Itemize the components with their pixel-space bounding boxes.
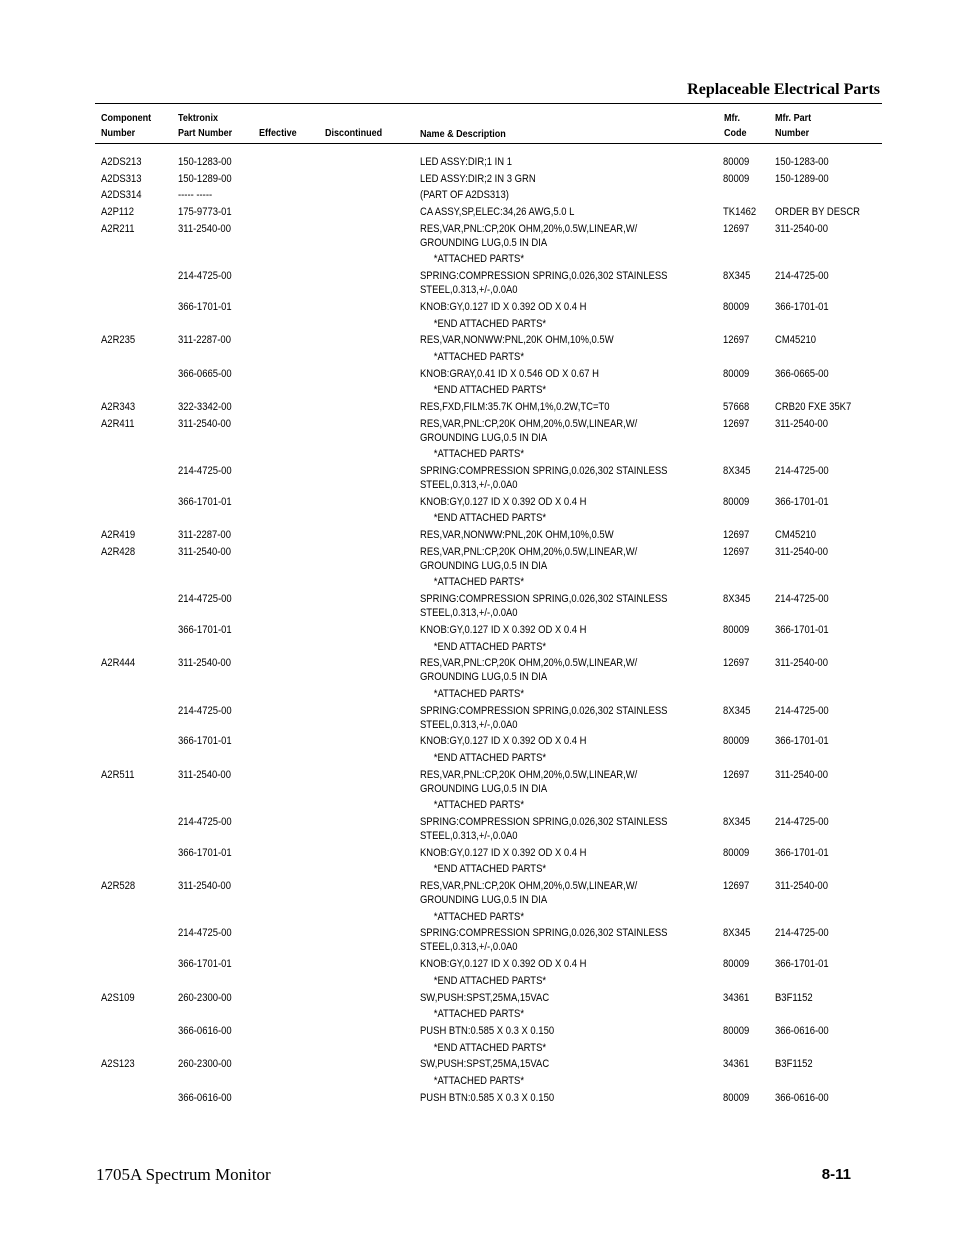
name-description xyxy=(420,464,704,492)
mfr-code: 12697 xyxy=(723,657,750,670)
mfr-part-number: 366-1701-01 xyxy=(775,958,829,971)
tektronix-part-number: 366-1701-01 xyxy=(178,735,232,748)
description-line: SW,PUSH:SPST,25MA,15VAC xyxy=(420,1058,550,1071)
description-line: *END ATTACHED PARTS* xyxy=(433,1041,547,1054)
mfr-code: 12697 xyxy=(723,334,750,347)
description-line: *END ATTACHED PARTS* xyxy=(433,974,547,987)
parts-table-body xyxy=(0,155,954,1107)
table-row xyxy=(0,575,954,589)
name-description xyxy=(420,926,704,954)
mfr-part-number: 214-4725-00 xyxy=(775,593,829,606)
description-line: PUSH BTN:0.585 X 0.3 X 0.150 xyxy=(420,1024,555,1037)
col-header-mfr-code-line2: Code xyxy=(724,127,747,139)
description-line: RES,VAR,NONWW:PNL,20K OHM,10%,0.5W xyxy=(420,529,614,542)
table-row xyxy=(0,592,954,620)
table-row xyxy=(0,383,954,397)
name-description xyxy=(420,300,704,314)
name-description xyxy=(420,528,704,542)
name-description xyxy=(420,687,704,701)
table-row xyxy=(0,926,954,954)
name-description xyxy=(420,350,704,364)
mfr-part-number: ORDER BY DESCR xyxy=(775,206,860,219)
col-header-mfr-part-line1: Mfr. Part xyxy=(775,112,812,124)
mfr-part-number: 366-1701-01 xyxy=(775,735,829,748)
description-line: *END ATTACHED PARTS* xyxy=(433,384,547,397)
description-line: KNOB:GY,0.127 ID X 0.392 OD X 0.4 H xyxy=(420,623,587,636)
name-description xyxy=(420,367,704,381)
mfr-part-number: 214-4725-00 xyxy=(775,816,829,828)
component-number: A2R211 xyxy=(101,222,135,235)
mfr-code: TK1462 xyxy=(723,206,757,219)
mfr-part-number: 366-1701-01 xyxy=(775,495,829,508)
description-line: GROUNDING LUG,0.5 IN DIA xyxy=(420,894,548,907)
name-description xyxy=(420,575,704,589)
tektronix-part-number: 214-4725-00 xyxy=(178,816,232,828)
mfr-part-number: 214-4725-00 xyxy=(775,270,829,283)
table-row xyxy=(0,734,954,748)
table-row xyxy=(0,1091,954,1105)
tektronix-part-number: 366-1701-01 xyxy=(178,495,232,508)
tektronix-part-number: 311-2540-00 xyxy=(178,768,231,781)
tektronix-part-number: 366-0616-00 xyxy=(178,1024,232,1037)
description-line: GROUNDING LUG,0.5 IN DIA xyxy=(420,559,548,572)
mfr-code: 12697 xyxy=(723,529,750,542)
component-number: A2R343 xyxy=(101,400,136,413)
description-line: RES,VAR,NONWW:PNL,20K OHM,10%,0.5W xyxy=(420,334,614,347)
table-row xyxy=(0,1074,954,1088)
name-description xyxy=(420,704,704,732)
tektronix-part-number: 366-1701-01 xyxy=(178,846,232,859)
mfr-code: 80009 xyxy=(723,1024,750,1037)
mfr-part-number: 150-1289-00 xyxy=(775,172,829,185)
table-row xyxy=(0,367,954,381)
mfr-part-number: 366-0616-00 xyxy=(775,1024,829,1037)
name-description xyxy=(420,734,704,748)
col-header-mfr-part xyxy=(775,111,811,141)
mfr-part-number: 311-2540-00 xyxy=(775,657,828,670)
name-description xyxy=(420,417,704,445)
name-description xyxy=(420,592,704,620)
name-description xyxy=(420,188,704,202)
description-line: SPRING:COMPRESSION SPRING,0.026,302 STAINLESS xyxy=(420,927,668,940)
table-row xyxy=(0,188,954,202)
description-line: *END ATTACHED PARTS* xyxy=(433,640,547,653)
mfr-code: 12697 xyxy=(723,545,750,558)
component-number: A2R511 xyxy=(101,768,135,781)
description-line: *ATTACHED PARTS* xyxy=(433,910,525,923)
table-row xyxy=(0,269,954,297)
description-line: RES,VAR,PNL:CP,20K OHM,20%,0.5W,LINEAR,W/ xyxy=(420,545,638,558)
name-description xyxy=(420,768,704,796)
name-description xyxy=(420,1024,704,1038)
name-description xyxy=(420,155,704,169)
name-description xyxy=(420,495,704,509)
mfr-code: 8X345 xyxy=(723,465,751,477)
name-description xyxy=(420,910,704,924)
table-row xyxy=(0,205,954,219)
name-description xyxy=(420,400,704,414)
tektronix-part-number: 311-2540-00 xyxy=(178,880,231,893)
description-line: GROUNDING LUG,0.5 IN DIA xyxy=(420,782,548,795)
description-line: RES,VAR,PNL:CP,20K OHM,20%,0.5W,LINEAR,W/ xyxy=(420,417,638,430)
description-line: STEEL,0.313,+/-,0.0A0 xyxy=(420,607,518,620)
description-line: KNOB:GY,0.127 ID X 0.392 OD X 0.4 H xyxy=(420,846,587,859)
tektronix-part-number: 311-2287-00 xyxy=(178,334,231,347)
component-number: A2DS314 xyxy=(101,189,142,202)
table-row xyxy=(0,545,954,573)
component-number: A2S123 xyxy=(101,1058,135,1071)
component-number: A2R235 xyxy=(101,334,136,347)
mfr-code: 34361 xyxy=(723,1058,750,1071)
col-header-component-line2: Number xyxy=(101,127,136,139)
name-description xyxy=(420,317,704,331)
name-description xyxy=(420,333,704,347)
description-line: STEEL,0.313,+/-,0.0A0 xyxy=(420,479,518,491)
mfr-part-number: 311-2540-00 xyxy=(775,417,828,430)
header-top-rule xyxy=(95,103,882,104)
mfr-code: 12697 xyxy=(723,768,750,781)
description-line: *ATTACHED PARTS* xyxy=(433,253,525,266)
description-line: KNOB:GY,0.127 ID X 0.392 OD X 0.4 H xyxy=(420,300,587,313)
description-line: STEEL,0.313,+/-,0.0A0 xyxy=(420,718,518,731)
description-line: CA ASSY,SP,ELEC:34,26 AWG,5.0 L xyxy=(420,206,575,219)
description-line: GROUNDING LUG,0.5 IN DIA xyxy=(420,671,548,684)
description-line: *END ATTACHED PARTS* xyxy=(433,751,547,764)
col-header-mfr-code xyxy=(724,111,747,141)
mfr-code: 57668 xyxy=(723,400,750,413)
description-line: *ATTACHED PARTS* xyxy=(433,350,525,363)
table-row xyxy=(0,768,954,796)
table-row xyxy=(0,991,954,1005)
mfr-part-number: 311-2540-00 xyxy=(775,880,828,893)
description-line: STEEL,0.313,+/-,0.0A0 xyxy=(420,941,518,954)
tektronix-part-number: 311-2540-00 xyxy=(178,657,231,670)
table-row xyxy=(0,1024,954,1038)
mfr-code: 8X345 xyxy=(723,593,751,606)
description-line: *END ATTACHED PARTS* xyxy=(433,317,547,330)
table-row xyxy=(0,155,954,169)
table-row xyxy=(0,751,954,765)
description-line: RES,VAR,PNL:CP,20K OHM,20%,0.5W,LINEAR,W/ xyxy=(420,657,638,670)
name-description xyxy=(420,252,704,266)
name-description xyxy=(420,222,704,250)
table-row xyxy=(0,252,954,266)
tektronix-part-number: 150-1283-00 xyxy=(178,156,232,168)
description-line: SPRING:COMPRESSION SPRING,0.026,302 STAINLESS xyxy=(420,593,668,606)
description-line: GROUNDING LUG,0.5 IN DIA xyxy=(420,236,548,249)
name-description xyxy=(420,640,704,654)
mfr-code: 80009 xyxy=(723,172,750,185)
tektronix-part-number: 311-2540-00 xyxy=(178,417,231,430)
description-line: LED ASSY:DIR;1 IN 1 xyxy=(420,156,513,168)
tektronix-part-number: 366-1701-01 xyxy=(178,958,232,971)
mfr-code: 12697 xyxy=(723,417,750,430)
mfr-code: 34361 xyxy=(723,991,750,1004)
table-row xyxy=(0,317,954,331)
tektronix-part-number: 214-4725-00 xyxy=(178,927,232,940)
description-line: SPRING:COMPRESSION SPRING,0.026,302 STAINLESS xyxy=(420,704,668,717)
name-description xyxy=(420,1007,704,1021)
mfr-part-number: 311-2540-00 xyxy=(775,222,828,235)
description-line: LED ASSY:DIR;2 IN 3 GRN xyxy=(420,172,536,185)
table-row xyxy=(0,400,954,414)
mfr-code: 80009 xyxy=(723,156,750,168)
mfr-part-number: 214-4725-00 xyxy=(775,927,829,940)
tektronix-part-number: 311-2287-00 xyxy=(178,529,231,542)
tektronix-part-number: 175-9773-01 xyxy=(178,206,232,219)
description-line: SW,PUSH:SPST,25MA,15VAC xyxy=(420,991,550,1004)
description-line: SPRING:COMPRESSION SPRING,0.026,302 STAINLESS xyxy=(420,465,668,477)
description-line: RES,VAR,PNL:CP,20K OHM,20%,0.5W,LINEAR,W/ xyxy=(420,768,638,781)
tektronix-part-number: 260-2300-00 xyxy=(178,1058,232,1071)
tektronix-part-number: 150-1289-00 xyxy=(178,172,232,185)
component-number: A2DS213 xyxy=(101,156,142,168)
col-header-component-line1: Component xyxy=(101,112,152,124)
name-description xyxy=(420,1091,704,1105)
component-number: A2R444 xyxy=(101,657,136,670)
name-description xyxy=(420,269,704,297)
table-row xyxy=(0,511,954,525)
mfr-part-number: CM45210 xyxy=(775,334,817,347)
col-header-mfr-part-line2: Number xyxy=(775,127,810,139)
header-bottom-rule xyxy=(95,143,882,144)
name-description xyxy=(420,1074,704,1088)
description-line: KNOB:GRAY,0.41 ID X 0.546 OD X 0.67 H xyxy=(420,367,599,380)
name-description xyxy=(420,623,704,637)
col-header-component xyxy=(101,111,151,141)
table-row xyxy=(0,350,954,364)
mfr-part-number: 366-1701-01 xyxy=(775,623,829,636)
component-number: A2P112 xyxy=(101,206,134,219)
tektronix-part-number: 311-2540-00 xyxy=(178,222,231,235)
tektronix-part-number: 214-4725-00 xyxy=(178,465,232,477)
table-row xyxy=(0,1007,954,1021)
mfr-code: 8X345 xyxy=(723,927,751,940)
name-description xyxy=(420,957,704,971)
mfr-code: 12697 xyxy=(723,222,750,235)
description-line: GROUNDING LUG,0.5 IN DIA xyxy=(420,431,548,444)
table-row xyxy=(0,687,954,701)
mfr-code: 8X345 xyxy=(723,816,751,828)
component-number: A2R419 xyxy=(101,529,136,542)
mfr-part-number: 150-1283-00 xyxy=(775,156,829,168)
table-row xyxy=(0,1057,954,1071)
mfr-part-number: CM45210 xyxy=(775,529,817,542)
mfr-code: 80009 xyxy=(723,846,750,859)
table-row xyxy=(0,528,954,542)
table-row xyxy=(0,623,954,637)
name-description xyxy=(420,991,704,1005)
table-row xyxy=(0,417,954,445)
table-row xyxy=(0,172,954,186)
col-header-discontinued: Discontinued xyxy=(325,127,383,139)
description-line: SPRING:COMPRESSION SPRING,0.026,302 STAINLESS xyxy=(420,270,668,283)
col-header-tektronix-line2: Part Number xyxy=(178,127,233,139)
tektronix-part-number: ----- ----- xyxy=(178,189,213,202)
table-row xyxy=(0,1041,954,1055)
description-line: KNOB:GY,0.127 ID X 0.392 OD X 0.4 H xyxy=(420,735,587,748)
name-description xyxy=(420,447,704,461)
mfr-code: 80009 xyxy=(723,367,750,380)
description-line: (PART OF A2DS313) xyxy=(420,189,509,202)
description-line: *ATTACHED PARTS* xyxy=(433,1008,525,1021)
mfr-part-number: 311-2540-00 xyxy=(775,768,828,781)
description-line: SPRING:COMPRESSION SPRING,0.026,302 STAINLESS xyxy=(420,816,668,828)
table-row xyxy=(0,656,954,684)
table-row xyxy=(0,798,954,812)
table-row xyxy=(0,704,954,732)
table-row xyxy=(0,333,954,347)
mfr-code: 8X345 xyxy=(723,270,751,283)
description-line: *ATTACHED PARTS* xyxy=(433,799,525,812)
name-description xyxy=(420,383,704,397)
description-line: *ATTACHED PARTS* xyxy=(433,448,525,461)
description-line: *END ATTACHED PARTS* xyxy=(433,512,547,525)
tektronix-part-number: 214-4725-00 xyxy=(178,704,232,717)
name-description xyxy=(420,974,704,988)
table-row xyxy=(0,957,954,971)
component-number: A2R411 xyxy=(101,417,135,430)
mfr-code: 80009 xyxy=(723,623,750,636)
tektronix-part-number: 214-4725-00 xyxy=(178,270,232,283)
description-line: KNOB:GY,0.127 ID X 0.392 OD X 0.4 H xyxy=(420,495,587,508)
description-line: KNOB:GY,0.127 ID X 0.392 OD X 0.4 H xyxy=(420,958,587,971)
tektronix-part-number: 366-0616-00 xyxy=(178,1091,232,1104)
table-row xyxy=(0,640,954,654)
table-row xyxy=(0,879,954,907)
col-header-mfr-code-line1: Mfr. xyxy=(724,112,741,124)
name-description xyxy=(420,751,704,765)
tektronix-part-number: 366-0665-00 xyxy=(178,367,232,380)
name-description xyxy=(420,511,704,525)
mfr-part-number: 214-4725-00 xyxy=(775,465,829,477)
description-line: *END ATTACHED PARTS* xyxy=(433,863,547,876)
description-line: RES,FXD,FILM:35.7K OHM,1%,0.2W,TC=T0 xyxy=(420,400,610,413)
tektronix-part-number: 366-1701-01 xyxy=(178,300,232,313)
description-line: *ATTACHED PARTS* xyxy=(433,1074,525,1087)
mfr-part-number: 366-0616-00 xyxy=(775,1091,829,1104)
mfr-part-number: B3F1152 xyxy=(775,991,813,1004)
name-description xyxy=(420,656,704,684)
mfr-part-number: CRB20 FXE 35K7 xyxy=(775,400,852,413)
tektronix-part-number: 322-3342-00 xyxy=(178,400,232,413)
name-description xyxy=(420,205,704,219)
mfr-code: 12697 xyxy=(723,880,750,893)
page-number: 8-11 xyxy=(821,1166,851,1183)
mfr-code: 80009 xyxy=(723,300,750,313)
name-description xyxy=(420,846,704,860)
col-header-effective: Effective xyxy=(259,127,297,139)
mfr-part-number: 366-1701-01 xyxy=(775,300,829,313)
mfr-code: 8X345 xyxy=(723,704,751,717)
name-description xyxy=(420,815,704,843)
table-row xyxy=(0,464,954,492)
name-description xyxy=(420,798,704,812)
tektronix-part-number: 311-2540-00 xyxy=(178,545,231,558)
tektronix-part-number: 366-1701-01 xyxy=(178,623,232,636)
col-header-name: Name & Description xyxy=(420,128,506,140)
description-line: *ATTACHED PARTS* xyxy=(433,687,525,700)
mfr-part-number: 311-2540-00 xyxy=(775,545,828,558)
section-title: Replaceable Electrical Parts xyxy=(687,81,880,98)
tektronix-part-number: 260-2300-00 xyxy=(178,991,232,1004)
description-line: *ATTACHED PARTS* xyxy=(433,576,525,589)
tektronix-part-number: 214-4725-00 xyxy=(178,593,232,606)
name-description xyxy=(420,1041,704,1055)
description-line: STEEL,0.313,+/-,0.0A0 xyxy=(420,284,518,297)
description-line: PUSH BTN:0.585 X 0.3 X 0.150 xyxy=(420,1091,555,1104)
name-description xyxy=(420,862,704,876)
mfr-part-number: 366-1701-01 xyxy=(775,846,829,859)
table-row xyxy=(0,974,954,988)
table-row xyxy=(0,862,954,876)
mfr-part-number: B3F1152 xyxy=(775,1058,813,1071)
name-description xyxy=(420,879,704,907)
manual-title: 1705A Spectrum Monitor xyxy=(96,1165,271,1184)
mfr-code: 80009 xyxy=(723,958,750,971)
table-row xyxy=(0,815,954,843)
description-line: RES,VAR,PNL:CP,20K OHM,20%,0.5W,LINEAR,W/ xyxy=(420,222,638,235)
mfr-code: 80009 xyxy=(723,1091,750,1104)
table-row xyxy=(0,447,954,461)
mfr-part-number: 366-0665-00 xyxy=(775,367,829,380)
description-line: STEEL,0.313,+/-,0.0A0 xyxy=(420,830,518,842)
component-number: A2S109 xyxy=(101,991,135,1004)
mfr-part-number: 214-4725-00 xyxy=(775,704,829,717)
component-number: A2R528 xyxy=(101,880,136,893)
col-header-tektronix-line1: Tektronix xyxy=(178,112,218,124)
description-line: RES,VAR,PNL:CP,20K OHM,20%,0.5W,LINEAR,W/ xyxy=(420,880,638,893)
name-description xyxy=(420,172,704,186)
component-number: A2R428 xyxy=(101,545,136,558)
name-description xyxy=(420,1057,704,1071)
mfr-code: 80009 xyxy=(723,735,750,748)
component-number: A2DS313 xyxy=(101,172,142,185)
table-row xyxy=(0,910,954,924)
table-row xyxy=(0,300,954,314)
mfr-code: 80009 xyxy=(723,495,750,508)
table-row xyxy=(0,495,954,509)
col-header-tektronix xyxy=(178,111,232,141)
table-row xyxy=(0,222,954,250)
table-row xyxy=(0,846,954,860)
name-description xyxy=(420,545,704,573)
